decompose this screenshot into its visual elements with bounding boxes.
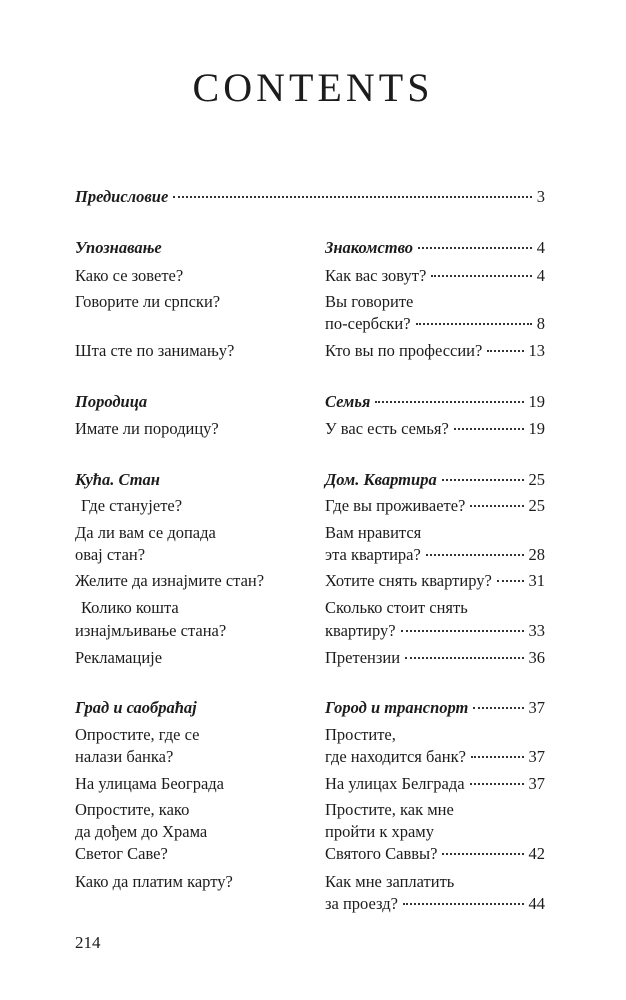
toc-entry-label: Говорите ли српски? [75, 292, 221, 311]
toc-entry-ru-continued [325, 843, 545, 864]
toc-entry-sr-continued [75, 544, 285, 565]
toc-entry-label: где находится банк? [325, 747, 466, 766]
dot-leader [426, 554, 524, 556]
page-title: CONTENTS [192, 65, 434, 110]
section-heading-label: Знакомство [325, 238, 414, 257]
toc-entry-label: за проезд? [325, 894, 398, 913]
dot-leader [403, 903, 524, 905]
dot-leader [418, 247, 532, 249]
toc-entry-label: квартиру? [325, 621, 396, 640]
toc-entry-label: Претензии [325, 648, 401, 667]
toc-entry-label: Святого Саввы? [325, 844, 438, 863]
dot-leader [454, 428, 524, 430]
toc-entry-sr [75, 773, 285, 794]
section-heading-label: Кућа. Стан [75, 470, 160, 489]
toc-entry-label: Сколько стоит снять [325, 598, 468, 617]
toc-entry-sr-continued [75, 746, 285, 767]
toc-entry-page: 33 [528, 621, 545, 640]
toc-entry-sr [75, 522, 285, 543]
toc-entry-page: 4 [536, 238, 545, 257]
toc-entry-label: по-сербски? [325, 314, 411, 333]
toc-entry-ru [325, 799, 545, 820]
toc-entry-sr [75, 418, 285, 439]
toc-entry-sr [75, 724, 285, 745]
dot-leader [375, 401, 523, 403]
toc-entry-label: Желите да изнајмите стан? [75, 571, 265, 590]
page-number: 214 [75, 933, 101, 952]
section-heading-ru [325, 391, 545, 412]
toc-entry-ru [325, 265, 545, 286]
toc-entry-page: 31 [528, 571, 545, 590]
toc-entry-page: 36 [528, 648, 545, 667]
toc-entry-ru [325, 495, 545, 516]
toc-entry-sr-continued [75, 843, 285, 864]
toc-entry-sr-continued [75, 821, 285, 842]
section-heading-label: Семья [325, 392, 371, 411]
toc-entry-label: Простите, [325, 725, 396, 744]
toc-entry-label: Вам нравится [325, 523, 422, 542]
toc-entry-label: На улицах Белграда [325, 774, 465, 793]
toc-entry-label: Шта сте по занимању? [75, 341, 235, 360]
toc-entry-page: 42 [528, 844, 545, 863]
toc-entry-label: Как вас зовут? [325, 266, 427, 285]
toc-entry-page: 28 [528, 545, 545, 564]
section-heading-label: Упознавање [75, 238, 162, 257]
section-heading-ru [325, 237, 545, 258]
toc-entry-label: пройти к храму [325, 822, 434, 841]
dot-leader [405, 657, 523, 659]
toc-entry-page: 19 [528, 419, 545, 438]
section-heading-sr [75, 469, 285, 490]
toc-entry-label: Предисловие [75, 187, 169, 206]
toc-entry-label: Хотите снять квартиру? [325, 571, 492, 590]
toc-entry-label: налази банка? [75, 747, 174, 766]
toc-entry-label: изнајмљивање стана? [75, 621, 227, 640]
toc-entry-label: овај стан? [75, 545, 146, 564]
dot-leader [470, 783, 524, 785]
dot-leader [431, 275, 531, 277]
toc-entry-page: 13 [528, 341, 545, 360]
toc-entry-ru [325, 597, 545, 618]
toc-entry-sr [75, 570, 285, 591]
dot-leader [487, 350, 523, 352]
toc-entry-label: Опростите, где се [75, 725, 200, 744]
toc-entry-label: да дођем до Храма [75, 822, 208, 841]
toc-entry-page: 4 [536, 266, 545, 285]
toc-entry-label: Рекламације [75, 648, 163, 667]
toc-entry-sr [75, 265, 285, 286]
section-heading-sr [75, 391, 285, 412]
dot-leader [173, 196, 531, 198]
section-heading-label: Породица [75, 392, 148, 411]
section-heading-sr [75, 697, 285, 718]
toc-entry-ru [325, 291, 545, 312]
dot-leader [401, 630, 524, 632]
toc-entry-label: Имате ли породицу? [75, 419, 219, 438]
toc-entry-label: эта квартира? [325, 545, 421, 564]
toc-entry-page: 44 [528, 894, 545, 913]
toc-entry-ru [325, 522, 545, 543]
toc-entry-page: 37 [528, 698, 545, 717]
toc-entry-sr [75, 647, 285, 668]
dot-leader [497, 580, 524, 582]
toc-entry-ru [325, 647, 545, 668]
toc-entry-label: Опростите, како [75, 800, 190, 819]
section-heading-label: Град и саобраћај [75, 698, 197, 717]
toc-entry-page: 3 [536, 187, 545, 206]
dot-leader [471, 756, 524, 758]
toc-entry-label: Как мне заплатить [325, 872, 455, 891]
dot-leader [442, 479, 524, 481]
section-heading-label: Город и транспорт [325, 698, 469, 717]
toc-entry-sr [75, 495, 285, 516]
toc-entry-ru-continued [325, 544, 545, 565]
dot-leader [470, 505, 523, 507]
toc-entry-page: 25 [528, 496, 545, 515]
toc-entry-sr [75, 340, 285, 361]
toc-entry-page: 8 [536, 314, 545, 333]
toc-entry-ru-continued [325, 893, 545, 914]
section-heading-label: Дом. Квартира [325, 470, 437, 489]
section-heading-sr [75, 237, 285, 258]
dot-leader [416, 323, 532, 325]
toc-entry-label: Да ли вам се допада [75, 523, 216, 542]
toc-entry-sr [75, 799, 285, 820]
toc-entry-ru [325, 724, 545, 745]
toc-entry-ru-continued [325, 746, 545, 767]
toc-entry-ru [325, 773, 545, 794]
dot-leader [442, 853, 523, 855]
toc-entry-label: Вы говорите [325, 292, 414, 311]
dot-leader [473, 707, 523, 709]
toc-entry-ru-continued [325, 821, 545, 842]
toc-entry-page: 37 [528, 747, 545, 766]
toc-entry-ru [325, 340, 545, 361]
toc-entry-label: На улицама Београда [75, 774, 224, 793]
toc-entry-ru-continued [325, 313, 545, 334]
toc-entry-label: У вас есть семья? [325, 419, 449, 438]
toc-entry-page: 25 [528, 470, 545, 489]
toc-entry-preface [75, 186, 545, 207]
toc-entry-sr [75, 597, 285, 618]
toc-entry-label: Где станујете? [81, 496, 183, 515]
toc-entry-ru [325, 570, 545, 591]
toc-entry-label: Како се зовете? [75, 266, 184, 285]
section-heading-ru [325, 697, 545, 718]
toc-entry-ru [325, 418, 545, 439]
toc-entry-label: Простите, как мне [325, 800, 454, 819]
toc-entry-label: Кто вы по профессии? [325, 341, 483, 360]
toc-entry-page: 19 [528, 392, 545, 411]
toc-entry-label: Колико кошта [81, 598, 179, 617]
toc-entry-sr [75, 871, 285, 892]
toc-entry-label: Светог Саве? [75, 844, 168, 863]
toc-entry-sr-continued [75, 620, 285, 641]
toc-entry-label: Како да платим карту? [75, 872, 233, 891]
toc-entry-ru-continued [325, 620, 545, 641]
section-heading-ru [325, 469, 545, 490]
toc-entry-sr [75, 291, 285, 312]
toc-entry-ru [325, 871, 545, 892]
toc-entry-page: 37 [528, 774, 545, 793]
toc-entry-label: Где вы проживаете? [325, 496, 466, 515]
